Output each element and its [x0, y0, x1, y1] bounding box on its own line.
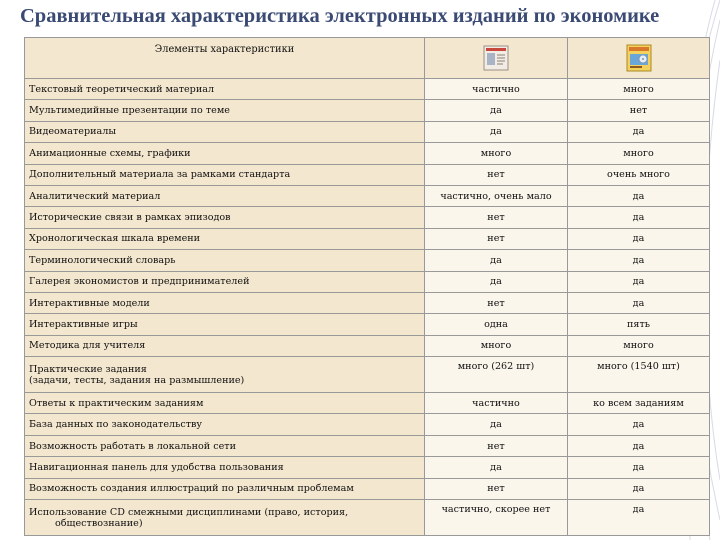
table-row [25, 435, 710, 456]
header-label: Элементы характеристики [25, 38, 425, 79]
product-2-value: да [568, 121, 710, 142]
table-row [25, 100, 710, 121]
product-2-value: да [568, 435, 710, 456]
product-1-value: много (262 шт) [425, 357, 568, 393]
feature-label: Исторические связи в рамках эпизодов [25, 207, 425, 228]
table-row [25, 164, 710, 185]
table-row [25, 143, 710, 164]
product-2-value: нет [568, 100, 710, 121]
product-2-value: пять [568, 314, 710, 335]
table-row [25, 250, 710, 271]
product-1-value: да [425, 457, 568, 478]
feature-label: Ответы к практическим заданиям [25, 393, 425, 414]
feature-label: Навигационная панель для удобства пользования [25, 457, 425, 478]
feature-label: Хронологическая шкала времени [25, 228, 425, 249]
product-2-value: да [568, 185, 710, 206]
feature-label [25, 357, 425, 393]
feature-label: База данных по законодательству [25, 414, 425, 435]
feature-label: Возможность работать в локальной сети [25, 435, 425, 456]
product-1-value: частично [425, 79, 568, 100]
product-2-value: очень много [568, 164, 710, 185]
product-2-value: да [568, 207, 710, 228]
table-row [25, 357, 710, 393]
product-1-value: нет [425, 292, 568, 313]
product-2-value: да [568, 457, 710, 478]
feature-label: Терминологический словарь [25, 250, 425, 271]
table-row [25, 393, 710, 414]
feature-label [25, 500, 425, 536]
feature-label: Аналитический материал [25, 185, 425, 206]
cd-cover-book-icon [483, 45, 509, 71]
product-1-value: нет [425, 207, 568, 228]
feature-label: Видеоматериалы [25, 121, 425, 142]
feature-label: Интерактивные модели [25, 292, 425, 313]
cd-cover-disk-icon [626, 44, 652, 72]
product-1-value: много [425, 143, 568, 164]
product-2-value: да [568, 292, 710, 313]
product-2-value: много [568, 335, 710, 356]
table-row [25, 478, 710, 499]
product-1-value: частично, очень мало [425, 185, 568, 206]
comparison-table [24, 37, 710, 536]
table-row [25, 185, 710, 206]
product-2-value: много [568, 79, 710, 100]
feature-label-line-2: (задачи, тесты, задания на размышление) [29, 374, 245, 386]
table-row [25, 79, 710, 100]
product-2-value: да [568, 500, 710, 536]
feature-label: Возможность создания иллюстраций по различным проблемам [25, 478, 425, 499]
feature-label-line-1: Практические задания [29, 363, 147, 375]
product-2-value: много [568, 143, 710, 164]
table-row [25, 207, 710, 228]
feature-label: Интерактивные игры [25, 314, 425, 335]
product-1-value: да [425, 100, 568, 121]
product-1-header [425, 38, 568, 79]
product-2-value: да [568, 228, 710, 249]
product-1-value: нет [425, 435, 568, 456]
product-1-value: частично, скорее нет [425, 500, 568, 536]
product-1-value: да [425, 121, 568, 142]
feature-label-line-1: Использование CD смежными дисциплинами (право, история, [29, 506, 349, 518]
product-2-value: много (1540 шт) [568, 357, 710, 393]
feature-label: Дополнительный материала за рамками стандарта [25, 164, 425, 185]
table-row [25, 228, 710, 249]
product-1-value: да [425, 250, 568, 271]
product-1-value: одна [425, 314, 568, 335]
product-2-header [568, 38, 710, 79]
product-1-value: много [425, 335, 568, 356]
product-1-value: нет [425, 228, 568, 249]
table-row [25, 121, 710, 142]
feature-label: Галерея экономистов и предпринимателей [25, 271, 425, 292]
table-row [25, 414, 710, 435]
feature-label: Мультимедийные презентации по теме [25, 100, 425, 121]
product-2-value: ко всем заданиям [568, 393, 710, 414]
table-row [25, 457, 710, 478]
product-1-value: частично [425, 393, 568, 414]
table-row [25, 271, 710, 292]
product-2-value: да [568, 478, 710, 499]
product-1-value: нет [425, 478, 568, 499]
feature-label: Текстовый теоретический материал [25, 79, 425, 100]
product-1-value: да [425, 271, 568, 292]
table-header-row [25, 38, 710, 79]
feature-label-line-2: обществознание) [55, 517, 143, 529]
table-row [25, 500, 710, 536]
table-row [25, 335, 710, 356]
feature-label: Методика для учителя [25, 335, 425, 356]
product-1-value: нет [425, 164, 568, 185]
feature-label: Анимационные схемы, графики [25, 143, 425, 164]
table-row [25, 314, 710, 335]
product-2-value: да [568, 250, 710, 271]
product-2-value: да [568, 414, 710, 435]
table-row [25, 292, 710, 313]
product-1-value: да [425, 414, 568, 435]
page-title: Сравнительная характеристика электронных изданий по экономике [20, 5, 660, 27]
product-2-value: да [568, 271, 710, 292]
